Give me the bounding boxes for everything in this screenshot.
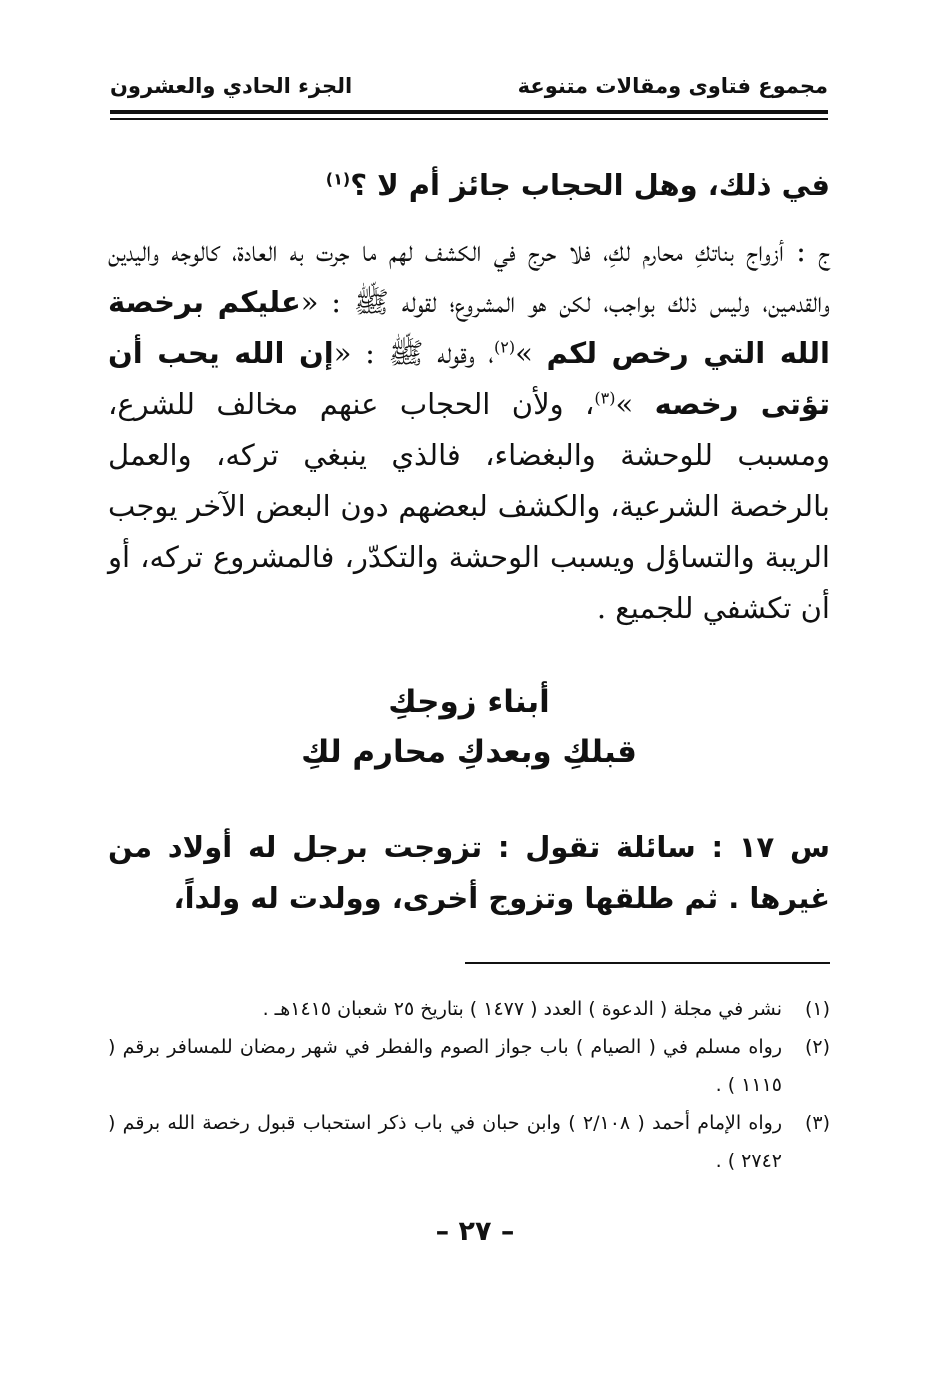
footnote-number: (٢) [804, 1036, 830, 1058]
answer-text-4: » [615, 387, 655, 421]
footnote-2 [108, 1028, 830, 1104]
header-rule-thick [110, 110, 828, 114]
answer-text-5: ، ولأن الحجاب عنهم مخالف للشرع، ومسبب للوحشة والبغضاء، فالذي ينبغي تركه، والعمل بالرخصة الشرعية، والكشف لبعضهم دون البعض الآخر يوجب الريبة والتساؤل ويسبب الوحشة والتكدّر، فالمشروع تركه، أو أن تكشفي للجميع . [108, 387, 830, 625]
page-number: – ٢٧ – [435, 1216, 515, 1247]
answer-paragraph [108, 226, 830, 676]
book-title: مجموع فتاوى ومقالات متنوعة [517, 74, 828, 98]
footnote-1 [108, 990, 830, 1028]
hadith-quote-2: إن الله يحب أن تؤتى رخصه [108, 336, 831, 421]
footnotes [108, 990, 830, 1180]
footnote-ref-2: (٢) [493, 337, 516, 357]
answer-text-3: ، وقوله ﷺ : « [333, 336, 494, 370]
answer-text-1: ج : أزواج بناتكِ محارم لكِ، فلا حرج في الكشف لهم ما جرت به العادة، كالوجه واليدين والقدمين، وليس ذلك بواجب، لكن هو المشروع؛ لقوله ﷺ : « [108, 234, 830, 319]
footnote-divider [465, 962, 830, 964]
footnote-number: (٣) [804, 1112, 830, 1134]
section-title-line-2: قبلكِ وبعدكِ محارم لكِ [301, 734, 637, 770]
footnote-ref-3: (٣) [594, 388, 616, 408]
volume-title: الجزء الحادي والعشرون [110, 74, 353, 98]
hadith-quote-1: عليكم برخصة الله التي رخص لكم [108, 285, 830, 370]
question-17: س ١٧ : سائلة تقول : تزوجت برجل له أولاد من غيرها . ثم طلقها وتزوج أخرى، وولدت له ولداً، [108, 830, 830, 915]
footnote-number: (١) [804, 998, 830, 1020]
question-continuation [108, 160, 830, 211]
footnote-ref-1: (١) [325, 169, 351, 189]
header-rule-thin [110, 118, 828, 120]
answer-text-2: » [515, 336, 547, 370]
footnote-text: رواه مسلم في ( الصيام ) باب جواز الصوم والفطر في شهر رمضان للمسافر برقم ( ١١١٥ ) . [108, 1036, 782, 1096]
question-text: في ذلك، وهل الحجاب جائز أم لا ؟ [350, 168, 830, 202]
section-title-line-1: أبناء زوجكِ [388, 684, 550, 720]
footnote-text: نشر في مجلة ( الدعوة ) العدد ( ١٤٧٧ ) بتاريخ ٢٥ شعبان ١٤١٥هـ . [262, 998, 782, 1020]
footnote-3 [108, 1104, 830, 1180]
running-header [110, 72, 828, 106]
footnote-text: رواه الإمام أحمد ( ٢/١٠٨ ) وابن حبان في باب ذكر استحباب قبول رخصة الله برقم ( ٢٧٤٢ ) . [108, 1112, 782, 1172]
